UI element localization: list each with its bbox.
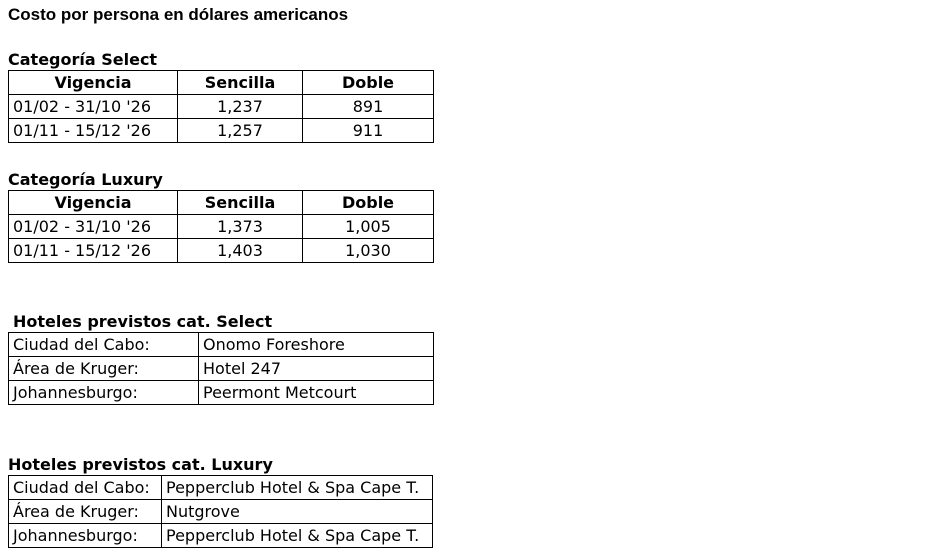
table-row [9, 381, 434, 405]
table-header-row [9, 191, 434, 215]
hotels-table-select [8, 332, 434, 405]
table-row [9, 119, 434, 143]
cell-vigencia: 01/11 - 15/12 '26 [9, 239, 178, 263]
cell-doble: 1,005 [303, 215, 434, 239]
cell-vigencia: 01/02 - 31/10 '26 [9, 95, 178, 119]
cell-doble: 911 [303, 119, 434, 143]
cell-city: Área de Kruger: [9, 500, 162, 524]
price-table-luxury [8, 190, 434, 263]
column-header-doble: Doble [303, 191, 434, 215]
section-title-hotels-select: Hoteles previstos cat. Select [13, 312, 273, 331]
table-row [9, 239, 434, 263]
column-header-vigencia: Vigencia [9, 71, 178, 95]
cell-city: Ciudad del Cabo: [9, 476, 162, 500]
column-header-doble: Doble [303, 71, 434, 95]
cell-doble: 1,030 [303, 239, 434, 263]
page-title: Costo por persona en dólares americanos [8, 5, 349, 24]
cell-sencilla: 1,237 [178, 95, 303, 119]
section-title-luxury: Categoría Luxury [8, 170, 163, 189]
cell-city: Ciudad del Cabo: [9, 333, 199, 357]
cell-city: Johannesburgo: [9, 524, 162, 548]
table-row [9, 215, 434, 239]
cell-hotel: Pepperclub Hotel & Spa Cape T. [162, 524, 433, 548]
cell-vigencia: 01/11 - 15/12 '26 [9, 119, 178, 143]
table-row [9, 524, 433, 548]
table-row [9, 333, 434, 357]
section-title-select: Categoría Select [8, 50, 158, 69]
table-header-row [9, 71, 434, 95]
cell-hotel: Onomo Foreshore [199, 333, 434, 357]
column-header-sencilla: Sencilla [178, 71, 303, 95]
cell-city: Johannesburgo: [9, 381, 199, 405]
column-header-sencilla: Sencilla [178, 191, 303, 215]
table-row [9, 500, 433, 524]
cell-city: Área de Kruger: [9, 357, 199, 381]
cell-hotel: Nutgrove [162, 500, 433, 524]
table-row [9, 95, 434, 119]
cell-hotel: Pepperclub Hotel & Spa Cape T. [162, 476, 433, 500]
cell-vigencia: 01/02 - 31/10 '26 [9, 215, 178, 239]
column-header-vigencia: Vigencia [9, 191, 178, 215]
cell-sencilla: 1,403 [178, 239, 303, 263]
price-table-select [8, 70, 434, 143]
cell-hotel: Peermont Metcourt [199, 381, 434, 405]
section-title-hotels-luxury: Hoteles previstos cat. Luxury [8, 455, 273, 474]
cell-sencilla: 1,257 [178, 119, 303, 143]
cell-hotel: Hotel 247 [199, 357, 434, 381]
cell-sencilla: 1,373 [178, 215, 303, 239]
table-row [9, 357, 434, 381]
hotels-table-luxury [8, 475, 433, 548]
table-row [9, 476, 433, 500]
cell-doble: 891 [303, 95, 434, 119]
